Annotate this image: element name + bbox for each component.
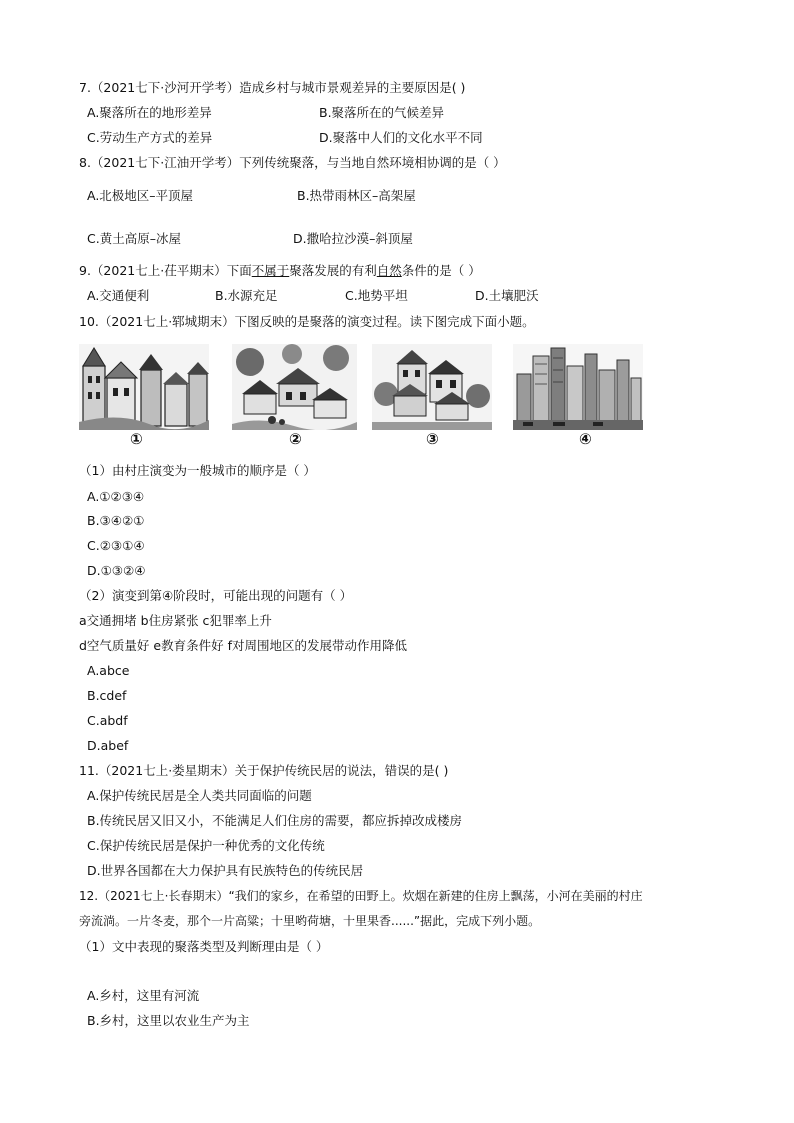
- q9-stem-part-c: 条件的是（ ）: [401, 263, 481, 278]
- figure-caption-4: ④: [579, 430, 592, 448]
- q9-option-a[interactable]: A.交通便利: [87, 288, 150, 303]
- q10-sub1-option-d[interactable]: D.①③②④: [87, 563, 146, 578]
- q9-stem-part-a: 9.（2021七上·茌平期末）下面: [79, 263, 252, 278]
- q7-option-d[interactable]: D.聚落中人们的文化水平不同: [319, 130, 483, 145]
- figure-caption-3: ③: [426, 430, 439, 448]
- q9-stem-underline-2: 自然: [376, 263, 402, 278]
- q9-option-c[interactable]: C.地势平坦: [345, 288, 408, 303]
- q10-sub2-option-d[interactable]: D.abef: [87, 738, 129, 753]
- q10-sub1-option-a[interactable]: A.①②③④: [87, 489, 145, 504]
- q11-option-a[interactable]: A.保护传统民居是全人类共同面临的问题: [87, 788, 312, 803]
- q10-stem: 10.（2021七上·郓城期末）下图反映的是聚落的演变过程。读下图完成下面小题。: [79, 314, 535, 329]
- settlement-figure-4: [513, 344, 643, 430]
- settlement-figure-1: [79, 344, 209, 430]
- q7-option-a[interactable]: A.聚落所在的地形差异: [87, 105, 212, 120]
- figure-caption-1: ①: [130, 430, 143, 448]
- q8-stem: 8.（2021七下·江油开学考）下列传统聚落，与当地自然环境相协调的是（ ）: [79, 155, 506, 170]
- q7-option-b[interactable]: B.聚落所在的气候差异: [319, 105, 445, 120]
- q9-stem-underline-1: 不属于: [251, 263, 290, 278]
- q8-option-b[interactable]: B.热带雨林区–高架屋: [297, 188, 416, 203]
- q10-sub1-option-b[interactable]: B.③④②①: [87, 513, 145, 528]
- q12-sub1-stem: （1）文中表现的聚落类型及判断理由是（ ）: [79, 939, 329, 954]
- settlement-figure-3: [372, 344, 492, 430]
- q9-option-b[interactable]: B.水源充足: [215, 288, 278, 303]
- q9-stem-part-b: 聚落发展的有利: [289, 263, 377, 278]
- q9-stem: [79, 263, 481, 279]
- q10-sub2-option-c[interactable]: C.abdf: [87, 713, 128, 728]
- settlement-figure-2: [232, 344, 357, 430]
- q12-stem-line2: 旁流淌。一片冬麦，那个一片高粱；十里哟荷塘，十里果香......”据此，完成下列小题。: [79, 914, 541, 928]
- q7-option-c[interactable]: C.劳动生产方式的差异: [87, 130, 213, 145]
- q12-sub1-option-b[interactable]: B.乡村，这里以农业生产为主: [87, 1013, 250, 1028]
- q8-option-d[interactable]: D.撒哈拉沙漠–斜顶屋: [293, 231, 413, 246]
- q11-stem: 11.（2021七上·娄星期末）关于保护传统民居的说法，错误的是( ): [79, 763, 449, 778]
- figure-caption-2: ②: [289, 430, 302, 448]
- q11-option-b[interactable]: B.传统民居又旧又小，不能满足人们住房的需要，都应拆掉改成楼房: [87, 813, 463, 828]
- q8-option-c[interactable]: C.黄土高原–冰屋: [87, 231, 181, 246]
- q12-sub1-option-a[interactable]: A.乡村，这里有河流: [87, 988, 200, 1003]
- q7-stem: 7.（2021七下·沙河开学考）造成乡村与城市景观差异的主要原因是( ): [79, 80, 466, 95]
- q10-sub2-option-b[interactable]: B.cdef: [87, 688, 127, 703]
- q9-option-d[interactable]: D.土壤肥沃: [475, 288, 539, 303]
- q11-option-d[interactable]: D.世界各国都在大力保护具有民族特色的传统民居: [87, 863, 364, 878]
- q10-sub2-option-a[interactable]: A.abce: [87, 663, 130, 678]
- q10-sub1-option-c[interactable]: C.②③①④: [87, 538, 145, 553]
- q10-sub2-choices-line1: a交通拥堵 b住房紧张 c犯罪率上升: [79, 613, 272, 628]
- q10-sub2-choices-line2: d空气质量好 e教育条件好 f对周围地区的发展带动作用降低: [79, 638, 407, 653]
- q12-stem-line1: 12.（2021七上·长春期末）“我们的家乡，在希望的田野上。炊烟在新建的住房上飘荡，小河在美丽的村庄: [79, 889, 643, 903]
- q10-sub1-stem: （1）由村庄演变为一般城市的顺序是（ ）: [79, 463, 316, 478]
- q10-sub2-stem: （2）演变到第④阶段时，可能出现的问题有（ ）: [79, 588, 353, 603]
- q8-option-a[interactable]: A.北极地区–平顶屋: [87, 188, 194, 203]
- q11-option-c[interactable]: C.保护传统民居是保护一种优秀的文化传统: [87, 838, 325, 853]
